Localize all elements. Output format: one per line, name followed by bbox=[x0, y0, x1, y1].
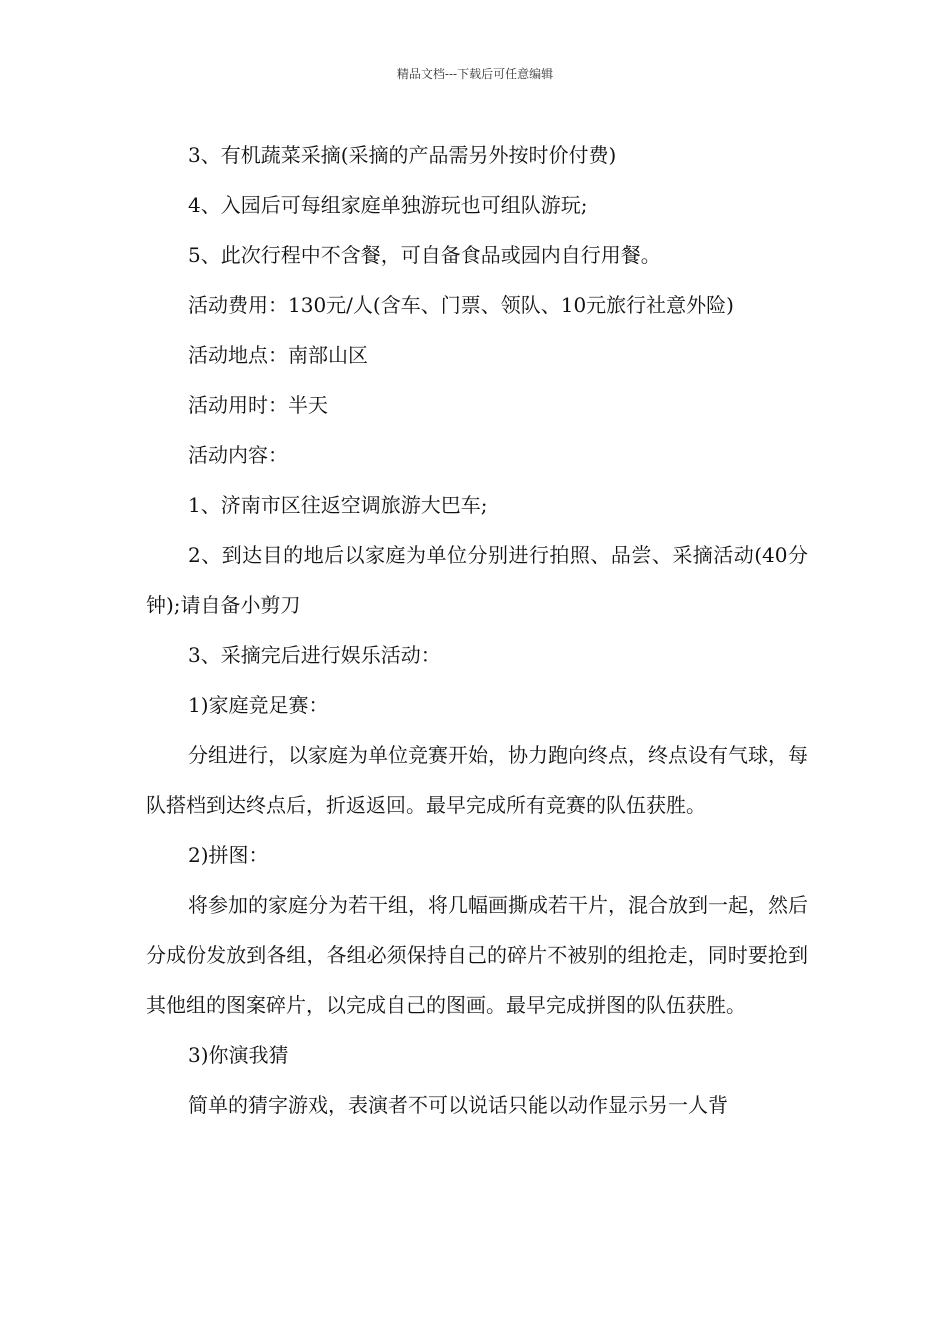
paragraph-content-2: 2、到达目的地后以家庭为单位分别进行拍照、品尝、采摘活动(40分钟);请自备小剪刀 bbox=[146, 543, 808, 617]
paragraph-fee: 活动费用：130元/人(含车、门票、领队、10元旅行社意外险) bbox=[188, 293, 734, 317]
paragraph-game-1-title: 1)家庭竞足赛： bbox=[188, 693, 329, 717]
paragraph-location: 活动地点：南部山区 bbox=[188, 343, 368, 367]
paragraph-3: 5、此次行程中不含餐，可自备食品或园内自行用餐。 bbox=[188, 243, 661, 267]
paragraph-2: 4、入园后可每组家庭单独游玩也可组队游玩; bbox=[188, 193, 588, 217]
paragraph-content-1: 1、济南市区往返空调旅游大巴车; bbox=[188, 493, 488, 517]
paragraph-content-3: 3、采摘完后进行娱乐活动： bbox=[188, 643, 441, 667]
paragraph-game-3-title: 3)你演我猜 bbox=[188, 1043, 289, 1067]
paragraph-content-heading: 活动内容： bbox=[188, 443, 288, 467]
page-header: 精品文档---下载后可任意编辑 bbox=[396, 67, 554, 81]
paragraph-game-2-title: 2)拼图： bbox=[188, 843, 269, 867]
paragraph-1: 3、有机蔬菜采摘(采摘的产品需另外按时价付费) bbox=[188, 143, 617, 167]
paragraph-game-2-desc: 将参加的家庭分为若干组，将几幅画撕成若干片，混合放到一起，然后分成份发放到各组，各组必须保持自己的碎片不被别的组抢走，同时要抢到其他组的图案碎片，以完成自己的图画。最早完成拼图的队伍获胜。 bbox=[146, 893, 808, 1017]
paragraph-game-1-desc: 分组进行，以家庭为单位竞赛开始，协力跑向终点，终点设有气球，每队搭档到达终点后，折返返回。最早完成所有竞赛的队伍获胜。 bbox=[146, 743, 808, 817]
document-body bbox=[146, 130, 808, 1130]
paragraph-duration: 活动用时：半天 bbox=[188, 393, 328, 417]
paragraph-game-3-desc: 简单的猜字游戏，表演者不可以说话只能以动作显示另一人背 bbox=[188, 1093, 728, 1117]
